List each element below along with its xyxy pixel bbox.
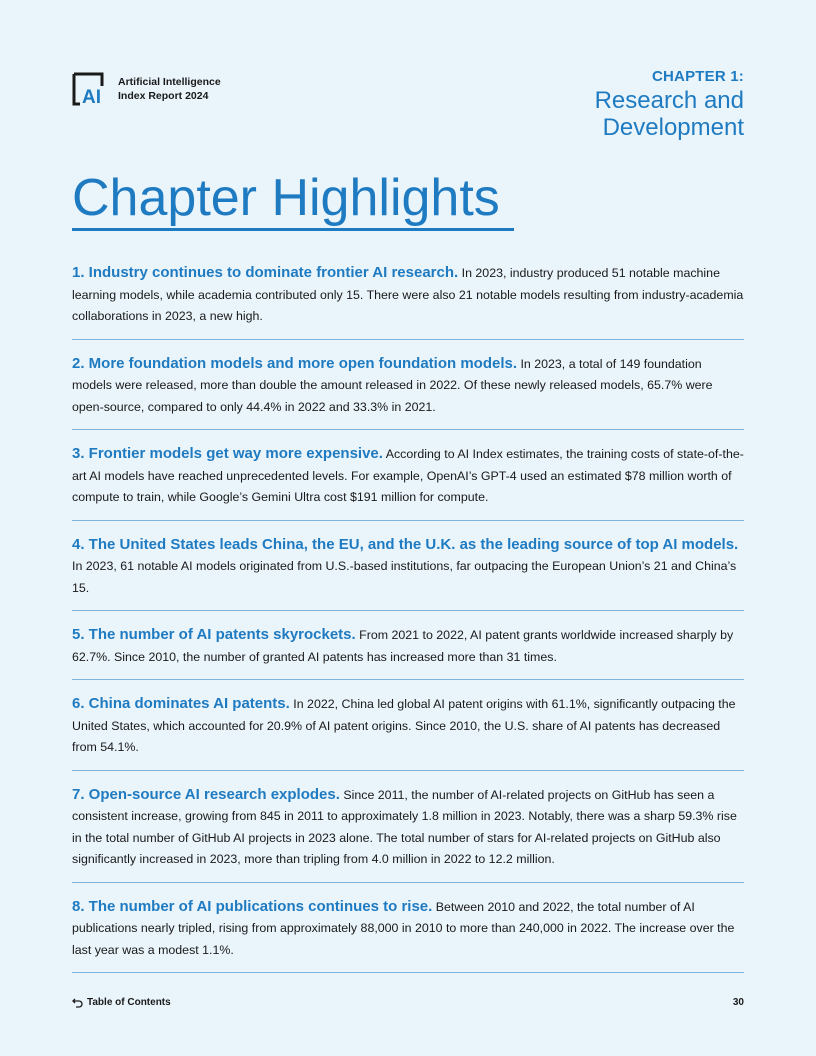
highlight-body: In 2023, 61 notable AI models originated from U.S.-based institutions, far outpacing the European Union’s 21 and China’s 15. — [72, 559, 737, 595]
highlight-title: 3. Frontier models get way more expensive. — [72, 445, 383, 462]
table-of-contents-link[interactable] — [72, 997, 171, 1008]
highlight-item — [72, 534, 744, 612]
highlight-title: 2. More foundation models and more open foundation models. — [72, 354, 518, 372]
highlight-title: 7. Open-source AI research explodes. — [72, 785, 340, 803]
highlight-body: In 2023, a total of 149 foundation models were released, more than double the amount released in 2022. Of these newly released models, 65.7% were open-source, compared to only 44.4% in 2022 and 33.3% in 2021. — [72, 356, 713, 414]
highlight-title: 4. The United States leads China, the EU, and the U.K. as the leading source of top AI models. — [72, 535, 739, 553]
highlight-body: In 2023, industry produced 51 notable machine learning models, while academia contributed only 15. There were also 21 notable models resulting from industry-academia collaborations in 2023, a new high. — [72, 266, 744, 323]
title-underline — [72, 228, 514, 231]
highlight-item — [72, 896, 744, 974]
ai-logo-icon — [72, 72, 112, 106]
highlight-body: According to AI Index estimates, the training costs of state-of-the-art AI models have reached unprecedented levels. For example, OpenAI’s GPT-4 used an estimated $78 million worth of compute to train, while Google’s Gemini Ultra cost $191 million for compute. — [72, 447, 744, 504]
highlight-item — [72, 624, 744, 680]
chapter-header — [595, 68, 744, 141]
highlight-item — [72, 443, 744, 521]
table-of-contents-label[interactable]: Table of Contents — [87, 997, 171, 1008]
highlight-title: 5. The number of AI patents skyrockets. — [72, 626, 356, 643]
return-arrow-icon — [72, 998, 83, 1008]
highlight-title: 8. The number of AI publications continues to rise. — [72, 897, 433, 915]
highlight-body: Since 2011, the number of AI-related projects on GitHub has seen a consistent increase, growing from 845 in 2011 to approximately 1.8 million in 2023. Notably, there was a sharp 59.3% rise in the total number of GitHub AI projects in 2023 alone. The total number of stars for AI-related projects on GitHub also significantly increased in 2023, more than tripling from 4.0 million in 2022 to 12.2 million. — [72, 787, 737, 866]
chapter-title-line-2: Development — [602, 114, 744, 141]
logo-mark-text: AI — [82, 87, 101, 106]
chapter-title-line-1: Research and — [594, 87, 744, 114]
highlight-item — [72, 693, 744, 771]
highlight-body: Between 2010 and 2022, the total number of AI publications nearly tripled, rising from approximately 88,000 in 2010 to more than 240,000 in 2022. The increase over the last year was a modest 1.1%. — [72, 899, 735, 957]
chapter-label: CHAPTER 1: — [651, 68, 744, 85]
page-title: Chapter Highlights — [72, 169, 500, 227]
highlight-title: 1. Industry continues to dominate frontier AI research. — [72, 264, 459, 281]
highlight-item — [72, 353, 744, 431]
report-logo — [72, 72, 221, 106]
logo-line-2: Index Report 2024 — [118, 90, 209, 102]
highlights-list — [72, 262, 744, 986]
highlight-body: In 2022, China led global AI patent origins with 61.1%, significantly outpacing the United States, which accounted for 20.9% of AI patent origins. Since 2010, the U.S. share of AI patents has decreased from 54.1%. — [72, 697, 736, 754]
page-number: 30 — [732, 997, 744, 1008]
highlight-item — [72, 784, 744, 883]
highlight-item — [72, 262, 744, 340]
highlight-title: 6. China dominates AI patents. — [72, 695, 290, 712]
highlight-body: From 2021 to 2022, AI patent grants worldwide increased sharply by 62.7%. Since 2010, the number of granted AI patents has increased more than 31 times. — [72, 628, 734, 664]
logo-line-1: Artificial Intelligence — [118, 76, 221, 88]
